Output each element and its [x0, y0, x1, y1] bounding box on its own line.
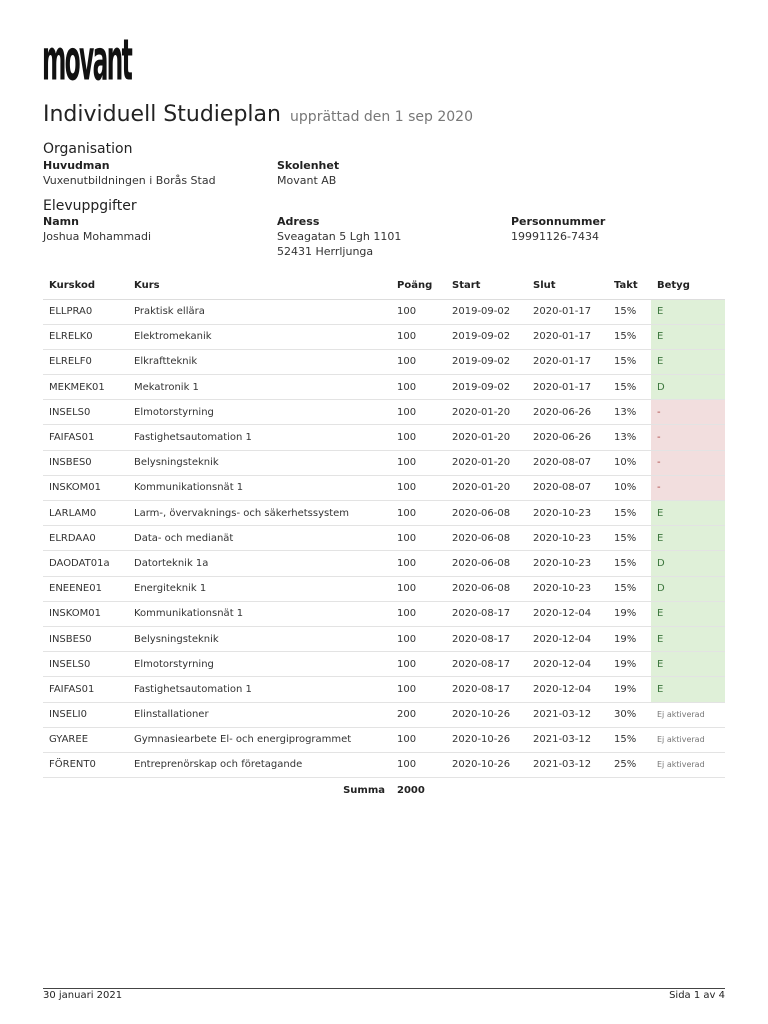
course-grade: E [651, 626, 725, 651]
table-row [43, 727, 725, 752]
course-code: FÖRENT0 [43, 752, 128, 777]
course-points: 100 [391, 375, 446, 400]
course-code: INSKOM01 [43, 475, 128, 500]
course-code: LARLAM0 [43, 501, 128, 526]
course-end: 2020-10-23 [527, 526, 608, 551]
namn-value: Joshua Mohammadi [43, 230, 152, 243]
huvudman-label: Huvudman [43, 159, 110, 172]
table-row [43, 450, 725, 475]
course-grade: D [651, 576, 725, 601]
table-header-row [43, 273, 725, 299]
course-pace: 15% [608, 576, 651, 601]
footer-page-number: Sida 1 av 4 [669, 990, 725, 1001]
course-code: ELRELF0 [43, 349, 128, 374]
column-header-slut: Slut [527, 273, 608, 299]
table-row [43, 299, 725, 324]
course-code: INSBES0 [43, 626, 128, 651]
table-row [43, 400, 725, 425]
course-code: INSELS0 [43, 400, 128, 425]
table-row [43, 375, 725, 400]
course-name: Datorteknik 1a [128, 551, 391, 576]
student-heading: Elevuppgifter [43, 198, 137, 214]
course-name: Elkraftteknik [128, 349, 391, 374]
course-points: 100 [391, 450, 446, 475]
course-end: 2020-12-04 [527, 652, 608, 677]
huvudman-value: Vuxenutbildningen i Borås Stad [43, 174, 216, 187]
movant-logo: movant [42, 28, 132, 95]
personnummer-value: 19991126-7434 [511, 230, 599, 243]
table-row [43, 425, 725, 450]
course-start: 2020-08-17 [446, 626, 527, 651]
table-row [43, 652, 725, 677]
course-name: Belysningsteknik [128, 626, 391, 651]
course-grade: E [651, 601, 725, 626]
course-points: 100 [391, 526, 446, 551]
table-row [43, 501, 725, 526]
column-header-betyg: Betyg [651, 273, 725, 299]
course-start: 2020-10-26 [446, 752, 527, 777]
skolenhet-value: Movant AB [277, 174, 337, 187]
course-pace: 15% [608, 375, 651, 400]
course-start: 2019-09-02 [446, 375, 527, 400]
course-grade: Ej aktiverad [651, 727, 725, 752]
course-name: Elektromekanik [128, 324, 391, 349]
course-start: 2020-10-26 [446, 702, 527, 727]
course-name: Elmotorstyrning [128, 400, 391, 425]
course-start: 2020-06-08 [446, 551, 527, 576]
course-grade: D [651, 551, 725, 576]
course-grade: Ej aktiverad [651, 702, 725, 727]
course-grade: E [651, 299, 725, 324]
course-end: 2020-12-04 [527, 626, 608, 651]
column-header-kurskod: Kurskod [43, 273, 128, 299]
footer-date: 30 januari 2021 [43, 990, 123, 1001]
course-name: Data- och medianät [128, 526, 391, 551]
course-start: 2020-08-17 [446, 652, 527, 677]
course-name: Mekatronik 1 [128, 375, 391, 400]
column-header-start: Start [446, 273, 527, 299]
table-row [43, 601, 725, 626]
course-code: MEKMEK01 [43, 375, 128, 400]
course-name: Fastighetsautomation 1 [128, 425, 391, 450]
course-name: Fastighetsautomation 1 [128, 677, 391, 702]
course-name: Gymnasiearbete El- och energiprogrammet [128, 727, 391, 752]
sum-value: 2000 [397, 784, 425, 796]
course-grade: E [651, 349, 725, 374]
course-pace: 15% [608, 299, 651, 324]
table-row [43, 677, 725, 702]
course-code: ELLPRA0 [43, 299, 128, 324]
course-points: 100 [391, 400, 446, 425]
course-points: 100 [391, 349, 446, 374]
course-name: Larm-, övervaknings- och säkerhetssystem [128, 501, 391, 526]
skolenhet-label: Skolenhet [277, 159, 340, 172]
course-end: 2021-03-12 [527, 752, 608, 777]
course-pace: 15% [608, 324, 651, 349]
course-points: 100 [391, 475, 446, 500]
course-name: Praktisk ellära [128, 299, 391, 324]
sum-label: Summa [343, 784, 385, 796]
course-name: Kommunikationsnät 1 [128, 601, 391, 626]
table-row [43, 551, 725, 576]
course-points: 100 [391, 324, 446, 349]
course-end: 2020-08-07 [527, 475, 608, 500]
course-pace: 15% [608, 551, 651, 576]
course-grade: E [651, 677, 725, 702]
organisation-heading: Organisation [43, 141, 133, 157]
sum-row [43, 778, 725, 803]
table-row [43, 576, 725, 601]
course-grade: E [651, 501, 725, 526]
course-code: GYAREE [43, 727, 128, 752]
course-end: 2020-06-26 [527, 425, 608, 450]
course-pace: 19% [608, 626, 651, 651]
course-start: 2020-06-08 [446, 526, 527, 551]
course-end: 2020-12-04 [527, 601, 608, 626]
course-grade: E [651, 324, 725, 349]
course-grade: E [651, 652, 725, 677]
course-code: INSELS0 [43, 652, 128, 677]
page-title: Individuell Studieplan [43, 102, 281, 127]
course-pace: 15% [608, 727, 651, 752]
adress-line2: 52431 Herrljunga [277, 245, 374, 258]
course-points: 100 [391, 501, 446, 526]
course-start: 2020-06-08 [446, 501, 527, 526]
course-points: 200 [391, 702, 446, 727]
course-code: INSKOM01 [43, 601, 128, 626]
course-pace: 13% [608, 400, 651, 425]
column-header-poang: Poäng [391, 273, 446, 299]
course-points: 100 [391, 677, 446, 702]
course-end: 2020-01-17 [527, 375, 608, 400]
course-start: 2020-10-26 [446, 727, 527, 752]
course-start: 2020-01-20 [446, 475, 527, 500]
course-points: 100 [391, 727, 446, 752]
table-row [43, 526, 725, 551]
course-start: 2019-09-02 [446, 324, 527, 349]
course-pace: 13% [608, 425, 651, 450]
course-end: 2020-01-17 [527, 324, 608, 349]
course-code: INSELI0 [43, 702, 128, 727]
course-end: 2020-12-04 [527, 677, 608, 702]
course-points: 100 [391, 626, 446, 651]
table-row [43, 752, 725, 777]
course-start: 2020-01-20 [446, 400, 527, 425]
namn-label: Namn [43, 215, 79, 228]
column-header-takt: Takt [608, 273, 651, 299]
course-code: INSBES0 [43, 450, 128, 475]
course-code: FAIFAS01 [43, 425, 128, 450]
course-end: 2020-10-23 [527, 551, 608, 576]
course-points: 100 [391, 551, 446, 576]
course-end: 2020-06-26 [527, 400, 608, 425]
course-pace: 19% [608, 652, 651, 677]
course-pace: 19% [608, 601, 651, 626]
course-code: ELRELK0 [43, 324, 128, 349]
course-points: 100 [391, 652, 446, 677]
course-pace: 25% [608, 752, 651, 777]
course-end: 2021-03-12 [527, 702, 608, 727]
course-grade: - [651, 425, 725, 450]
course-code: DAODAT01a [43, 551, 128, 576]
course-start: 2019-09-02 [446, 299, 527, 324]
course-points: 100 [391, 425, 446, 450]
course-code: ELRDAA0 [43, 526, 128, 551]
course-end: 2020-01-17 [527, 299, 608, 324]
course-grade: - [651, 450, 725, 475]
column-header-kurs: Kurs [128, 273, 391, 299]
course-end: 2021-03-12 [527, 727, 608, 752]
course-start: 2019-09-02 [446, 349, 527, 374]
course-name: Kommunikationsnät 1 [128, 475, 391, 500]
course-pace: 15% [608, 526, 651, 551]
course-grade: - [651, 400, 725, 425]
page-subtitle: upprättad den 1 sep 2020 [290, 109, 473, 125]
table-row [43, 626, 725, 651]
course-grade: D [651, 375, 725, 400]
course-points: 100 [391, 601, 446, 626]
course-start: 2020-01-20 [446, 450, 527, 475]
course-points: 100 [391, 752, 446, 777]
page-header [43, 102, 473, 127]
course-end: 2020-10-23 [527, 501, 608, 526]
course-pace: 30% [608, 702, 651, 727]
table-row [43, 702, 725, 727]
course-table [43, 273, 725, 803]
footer-divider [43, 988, 725, 989]
course-code: ENEENE01 [43, 576, 128, 601]
course-end: 2020-10-23 [527, 576, 608, 601]
course-end: 2020-08-07 [527, 450, 608, 475]
course-pace: 15% [608, 501, 651, 526]
course-grade: E [651, 526, 725, 551]
course-pace: 15% [608, 349, 651, 374]
personnummer-label: Personnummer [511, 215, 606, 228]
course-start: 2020-08-17 [446, 677, 527, 702]
course-name: Elinstallationer [128, 702, 391, 727]
course-name: Belysningsteknik [128, 450, 391, 475]
course-end: 2020-01-17 [527, 349, 608, 374]
course-start: 2020-08-17 [446, 601, 527, 626]
adress-line1: Sveagatan 5 Lgh 1101 [277, 230, 402, 243]
course-pace: 10% [608, 475, 651, 500]
course-name: Elmotorstyrning [128, 652, 391, 677]
table-row [43, 349, 725, 374]
table-row [43, 324, 725, 349]
course-points: 100 [391, 299, 446, 324]
course-start: 2020-01-20 [446, 425, 527, 450]
course-code: FAIFAS01 [43, 677, 128, 702]
course-pace: 10% [608, 450, 651, 475]
course-pace: 19% [608, 677, 651, 702]
course-name: Energiteknik 1 [128, 576, 391, 601]
adress-label: Adress [277, 215, 320, 228]
course-grade: - [651, 475, 725, 500]
course-points: 100 [391, 576, 446, 601]
table-row [43, 475, 725, 500]
course-name: Entreprenörskap och företagande [128, 752, 391, 777]
course-grade: Ej aktiverad [651, 752, 725, 777]
course-start: 2020-06-08 [446, 576, 527, 601]
